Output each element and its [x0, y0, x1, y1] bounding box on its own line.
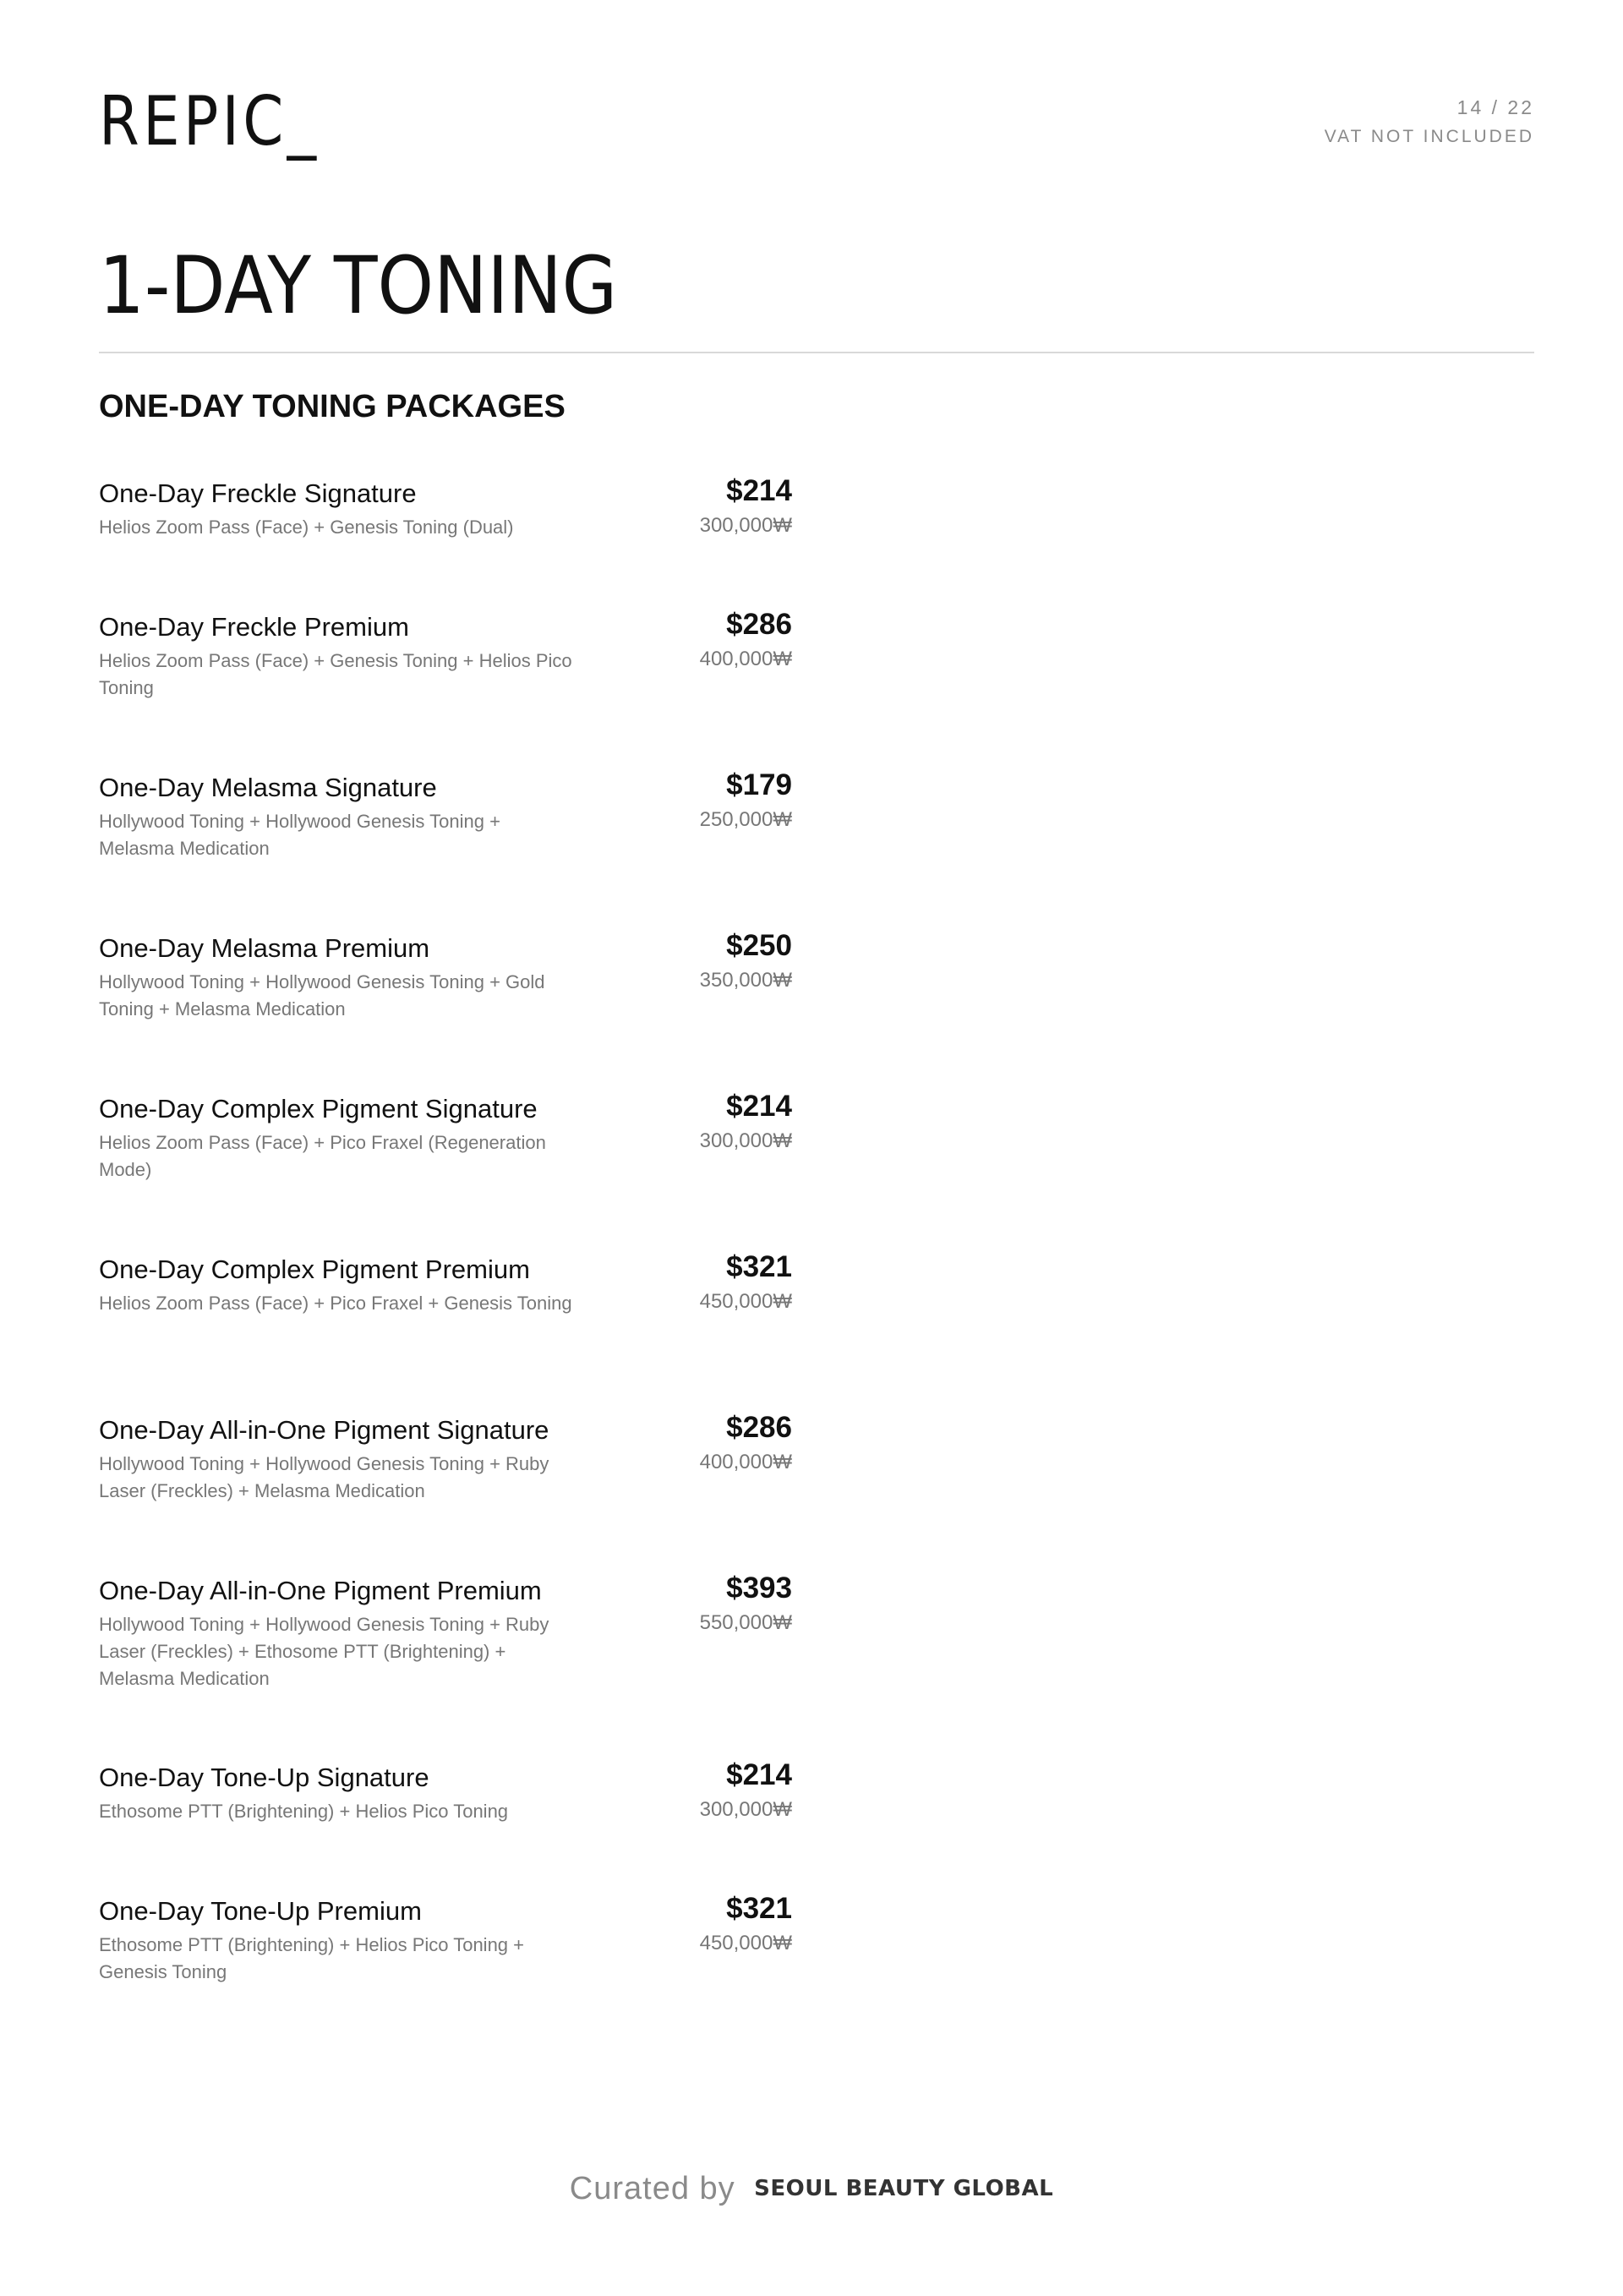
vat-note: VAT NOT INCLUDED	[1324, 127, 1534, 146]
price-usd: $214	[726, 1758, 792, 1791]
package-name: One-Day Tone-Up Signature	[99, 1763, 429, 1792]
package-description: Hollywood Toning + Hollywood Genesis Toning + Ruby Laser (Freckles) + Ethosome PTT (Brightening) + Melasma Medication	[99, 1614, 549, 1689]
price-usd: $286	[726, 1411, 792, 1444]
package-description: Helios Zoom Pass (Face) + Genesis Toning (Dual)	[99, 517, 514, 538]
package-item	[99, 1758, 792, 1889]
package-description: Hollywood Toning + Hollywood Genesis Toning + Ruby Laser (Freckles) + Melasma Medication	[99, 1453, 549, 1501]
footer-curated-label: Curated by	[569, 2171, 735, 2206]
package-description: Ethosome PTT (Brightening) + Helios Pico Toning + Genesis Toning	[99, 1934, 525, 1982]
price-krw: 300,000₩	[699, 514, 792, 537]
price-krw: 400,000₩	[699, 648, 792, 670]
package-item	[99, 608, 792, 739]
package-item	[99, 1572, 792, 1703]
footer-brand: SEOUL BEAUTY GLOBAL	[754, 2176, 1054, 2201]
package-item	[99, 474, 792, 605]
price-usd: $321	[726, 1250, 792, 1283]
package-name: One-Day All-in-One Pigment Signature	[99, 1415, 549, 1445]
package-name: One-Day Complex Pigment Signature	[99, 1094, 538, 1123]
package-name: One-Day Freckle Premium	[99, 612, 409, 642]
price-usd: $214	[726, 1090, 792, 1123]
page-footer	[0, 2173, 1623, 2205]
package-name: One-Day Complex Pigment Premium	[99, 1255, 530, 1284]
package-description: Ethosome PTT (Brightening) + Helios Pico Toning	[99, 1801, 509, 1822]
price-usd: $393	[726, 1572, 792, 1604]
package-description: Hollywood Toning + Hollywood Genesis Toning + Gold Toning + Melasma Medication	[99, 971, 545, 1020]
package-name: One-Day Tone-Up Premium	[99, 1896, 422, 1926]
package-name: One-Day All-in-One Pigment Premium	[99, 1576, 542, 1605]
package-list	[99, 0, 792, 2296]
package-item	[99, 1892, 792, 2023]
package-item	[99, 1250, 792, 1381]
price-krw: 350,000₩	[699, 969, 792, 992]
price-krw: 400,000₩	[699, 1451, 792, 1473]
price-usd: $250	[726, 929, 792, 962]
price-usd: $214	[726, 474, 792, 507]
price-usd: $321	[726, 1892, 792, 1925]
package-description: Hollywood Toning + Hollywood Genesis Toning + Melasma Medication	[99, 811, 500, 859]
price-usd: $286	[726, 608, 792, 641]
price-usd: $179	[726, 768, 792, 801]
package-item	[99, 768, 792, 899]
package-item	[99, 929, 792, 1060]
package-description: Helios Zoom Pass (Face) + Pico Fraxel + Genesis Toning	[99, 1293, 572, 1314]
price-krw: 550,000₩	[699, 1611, 792, 1634]
page-title: 1-DAY TONING	[99, 240, 618, 332]
section-heading: ONE-DAY TONING PACKAGES	[99, 389, 566, 424]
package-description: Helios Zoom Pass (Face) + Genesis Toning + Helios Pico Toning	[99, 650, 572, 698]
price-krw: 450,000₩	[699, 1932, 792, 1954]
price-krw: 300,000₩	[699, 1129, 792, 1152]
header-meta	[1325, 98, 1534, 145]
price-krw: 300,000₩	[699, 1798, 792, 1821]
price-krw: 450,000₩	[699, 1290, 792, 1313]
package-item	[99, 1090, 792, 1221]
package-name: One-Day Freckle Signature	[99, 478, 417, 508]
price-krw: 250,000₩	[699, 808, 792, 831]
page-number: 14 / 22	[1456, 96, 1534, 118]
package-description: Helios Zoom Pass (Face) + Pico Fraxel (Regeneration Mode)	[99, 1132, 546, 1180]
package-name: One-Day Melasma Signature	[99, 773, 437, 802]
package-item	[99, 1411, 792, 1542]
brand-logo-text: REPIC_	[99, 82, 320, 161]
package-name: One-Day Melasma Premium	[99, 933, 430, 963]
